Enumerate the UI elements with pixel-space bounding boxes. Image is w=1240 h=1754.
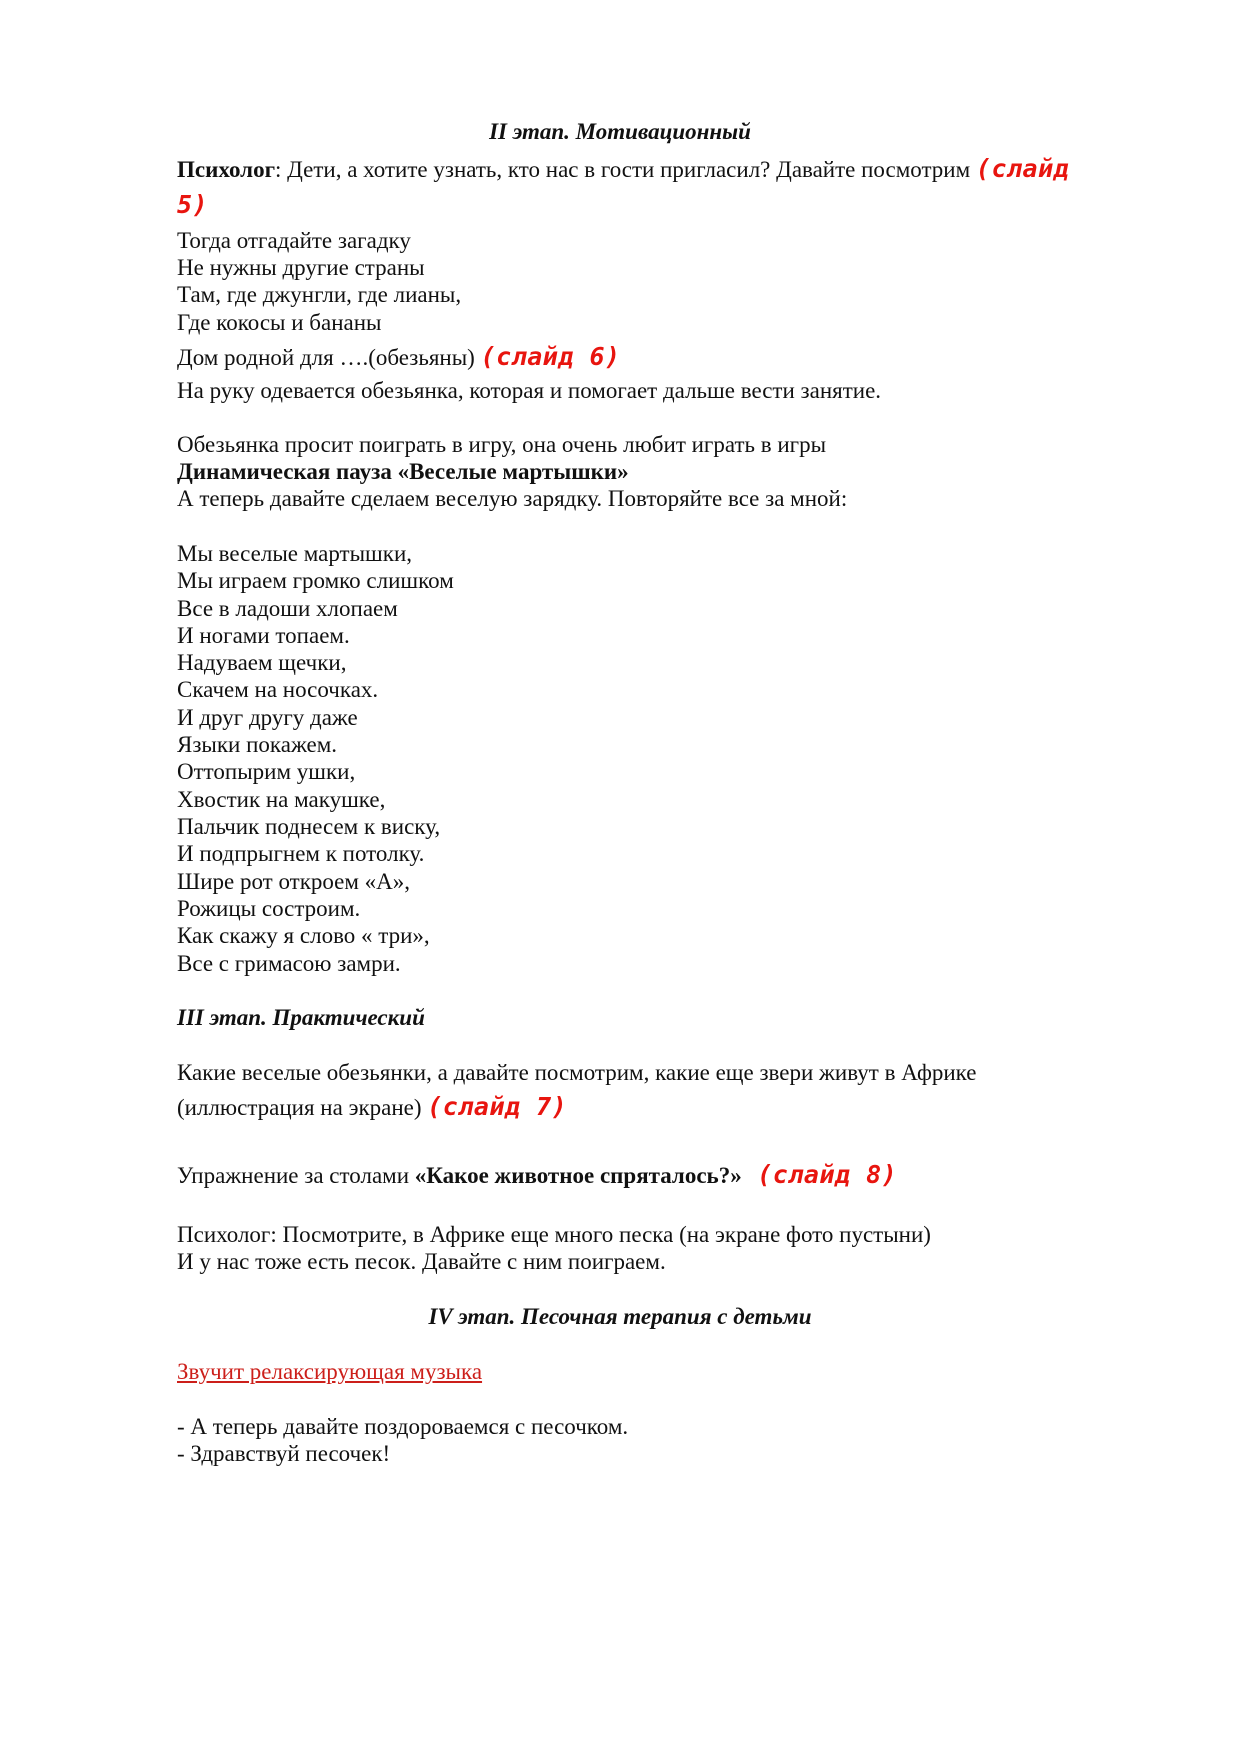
- game-request: Обезьянка просит поиграть в игру, она очень любит играть в игры: [177, 432, 827, 457]
- poem-line: Рожицы состроим.: [177, 896, 361, 921]
- riddle-answer: Дом родной для ….(обезьяны): [177, 345, 481, 370]
- poem-line: Все с гримасою замри.: [177, 951, 401, 976]
- exercise-name: «Какое животное спряталось?»: [414, 1163, 742, 1188]
- slide-5-marker-end: 5): [177, 190, 209, 219]
- stage-3-heading: III этап. Практический: [177, 1005, 425, 1030]
- poem-line: Хвостик на макушке,: [177, 787, 386, 812]
- poem-line: Скачем на носочках.: [177, 677, 379, 702]
- dialog-line: - Здравствуй песочек!: [177, 1441, 391, 1466]
- dialog-line: - А теперь давайте поздороваемся с песочком.: [177, 1414, 629, 1439]
- exercise-prefix: Упражнение за столами: [177, 1163, 415, 1188]
- illustration-note: (иллюстрация на экране): [177, 1095, 428, 1120]
- poem-line: Мы веселые мартышки,: [177, 541, 412, 566]
- slide-7-marker: (слайд 7): [427, 1092, 568, 1121]
- poem-line: Как скажу я слово « три»,: [177, 923, 430, 948]
- slide-5-continuation: [177, 190, 208, 221]
- dynamic-pause-title: Динамическая пауза «Веселые мартышки»: [177, 459, 629, 484]
- poem-line: Надуваем щечки,: [177, 650, 347, 675]
- stage-2-heading: II этап. Мотивационный: [489, 119, 751, 144]
- music-note-link[interactable]: Звучит релаксирующая музыка: [177, 1359, 483, 1384]
- poem-line: И друг другу даже: [177, 705, 358, 730]
- exercise-line: [177, 1160, 897, 1191]
- slide-5-marker: (слайд: [975, 154, 1070, 183]
- poem-line: И ногами топаем.: [177, 623, 350, 648]
- riddle-line: Где кокосы и бананы: [177, 310, 382, 335]
- poem-line: И подпрыгнем к потолку.: [177, 841, 425, 866]
- puppet-text: На руку одевается обезьянка, которая и помогает дальше вести занятие.: [177, 378, 882, 403]
- poem-line: Мы играем громко слишком: [177, 568, 454, 593]
- slide-8-marker: (слайд 8): [741, 1160, 898, 1189]
- slide-6-marker: (слайд 6): [480, 342, 621, 371]
- riddle-line: Не нужны другие страны: [177, 255, 425, 280]
- poem-line: Шире рот откроем «А»,: [177, 869, 411, 894]
- sand-line: Психолог: Посмотрите, в Африке еще много песка (на экране фото пустыни): [177, 1222, 931, 1247]
- animals-text-line-2: [177, 1092, 567, 1123]
- poem-line: Языки покажем.: [177, 732, 338, 757]
- riddle-intro: Тогда отгадайте загадку: [177, 228, 411, 253]
- stage-4-heading: IV этап. Песочная терапия с детьми: [428, 1304, 812, 1329]
- psychologist-intro: [177, 154, 1069, 185]
- dynamic-pause-intro: А теперь давайте сделаем веселую зарядку. Повторяйте все за мной:: [177, 486, 848, 511]
- riddle-answer-line: [177, 342, 621, 373]
- intro-text: : Дети, а хотите узнать, кто нас в гости пригласил? Давайте посмотрим: [275, 157, 976, 182]
- riddle-line: Там, где джунгли, где лианы,: [177, 282, 462, 307]
- poem-line: Все в ладоши хлопаем: [177, 596, 398, 621]
- poem-line: Пальчик поднесем к виску,: [177, 814, 441, 839]
- sand-line: И у нас тоже есть песок. Давайте с ним поиграем.: [177, 1249, 666, 1274]
- animals-text-line-1: Какие веселые обезьянки, а давайте посмотрим, какие еще звери живут в Африке: [177, 1060, 977, 1085]
- poem-line: Оттопырим ушки,: [177, 759, 356, 784]
- psychologist-label: Психолог: [177, 157, 276, 182]
